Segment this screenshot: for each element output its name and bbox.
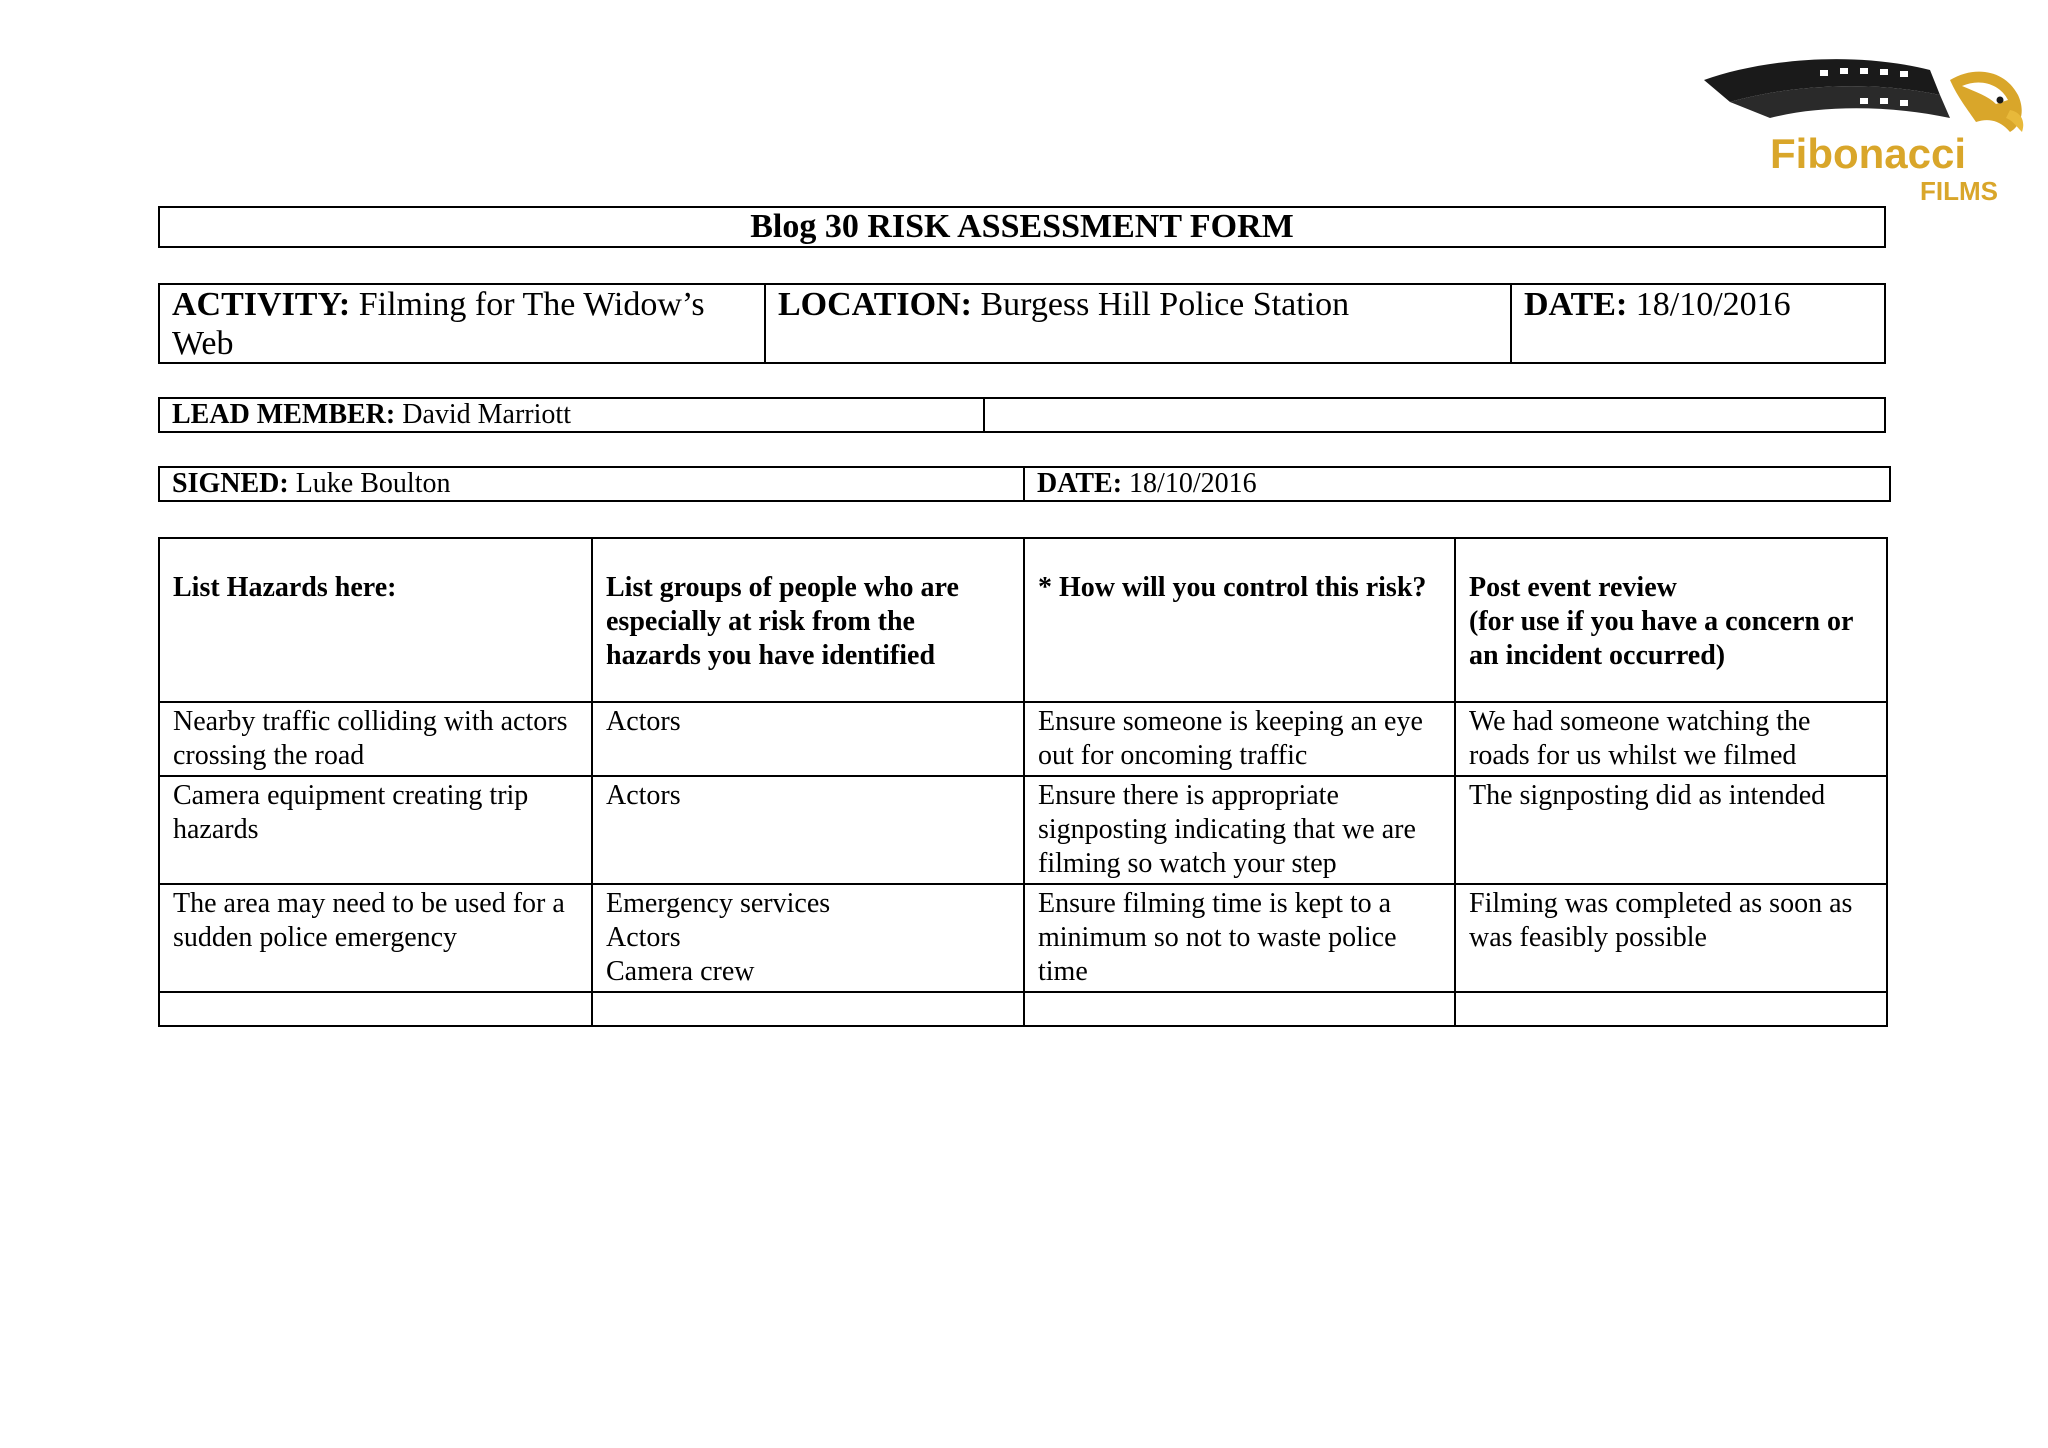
lead-member-label: LEAD MEMBER: [172, 399, 396, 430]
activity-cell [160, 285, 766, 362]
date-label: DATE: [1524, 286, 1628, 323]
logo-text-fibonacci: Fibonacci [1770, 130, 1967, 177]
header-groups-at-risk: List groups of people who are especially at risk from the hazards you have identified [592, 538, 1024, 702]
header-review-line2: (for use if you have a concern or an incident occurred) [1469, 606, 1853, 671]
signed-date-value: 18/10/2016 [1129, 468, 1257, 499]
review-cell: Filming was completed as soon as was feasibly possible [1455, 884, 1887, 992]
fibonacci-films-logo [1700, 40, 2040, 210]
logo-text-films: FILMS [1920, 176, 1998, 206]
table-row-empty [159, 992, 1887, 1026]
empty-cell [1455, 992, 1887, 1026]
review-cell: We had someone watching the roads for us whilst we filmed [1455, 702, 1887, 776]
date-value: 18/10/2016 [1635, 286, 1791, 323]
empty-cell [592, 992, 1024, 1026]
header-post-event-review [1455, 538, 1887, 702]
group-item: Camera crew [606, 956, 755, 987]
lead-member-value: David Marriott [402, 399, 571, 430]
hazard-table [158, 537, 1888, 1027]
group-item: Actors [606, 922, 681, 953]
table-header-row [159, 538, 1887, 702]
table-row [159, 702, 1887, 776]
signed-value: Luke Boulton [295, 468, 451, 499]
signed-cell [160, 468, 1025, 500]
table-row [159, 884, 1887, 992]
group-item: Emergency services [606, 888, 831, 919]
groups-cell [592, 884, 1024, 992]
header-review-line1: Post event review [1469, 572, 1677, 603]
control-cell: Ensure there is appropriate signposting indicating that we are filming so watch your step [1024, 776, 1455, 884]
lead-member-cell [160, 399, 985, 431]
hazard-cell: The area may need to be used for a sudden police emergency [159, 884, 592, 992]
location-label: LOCATION: [778, 286, 972, 323]
activity-row [158, 283, 1886, 364]
signed-row [158, 466, 1891, 502]
activity-label: ACTIVITY: [172, 286, 351, 323]
control-cell: Ensure filming time is kept to a minimum so not to waste police time [1024, 884, 1455, 992]
empty-cell [159, 992, 592, 1026]
header-hazards: List Hazards here: [159, 538, 592, 702]
lead-member-row [158, 397, 1886, 433]
review-cell: The signposting did as intended [1455, 776, 1887, 884]
hazard-cell: Nearby traffic colliding with actors crossing the road [159, 702, 592, 776]
location-cell [766, 285, 1512, 362]
signed-label: SIGNED: [172, 468, 289, 499]
logo-graphic [1700, 40, 2040, 210]
header-control: * How will you control this risk? [1024, 538, 1455, 702]
hazard-cell: Camera equipment creating trip hazards [159, 776, 592, 884]
form-title: Blog 30 RISK ASSESSMENT FORM [750, 208, 1294, 245]
activity-value: Filming for The Widow’s Web [172, 286, 705, 362]
signed-date-cell [1025, 468, 1889, 500]
signed-date-label: DATE: [1037, 468, 1123, 499]
lead-member-empty-cell [985, 399, 1884, 431]
form-title-box [158, 206, 1886, 248]
location-value: Burgess Hill Police Station [980, 286, 1350, 323]
empty-cell [1024, 992, 1455, 1026]
groups-cell: Actors [592, 702, 1024, 776]
table-row [159, 776, 1887, 884]
groups-cell: Actors [592, 776, 1024, 884]
control-cell: Ensure someone is keeping an eye out for oncoming traffic [1024, 702, 1455, 776]
date-cell [1512, 285, 1884, 362]
